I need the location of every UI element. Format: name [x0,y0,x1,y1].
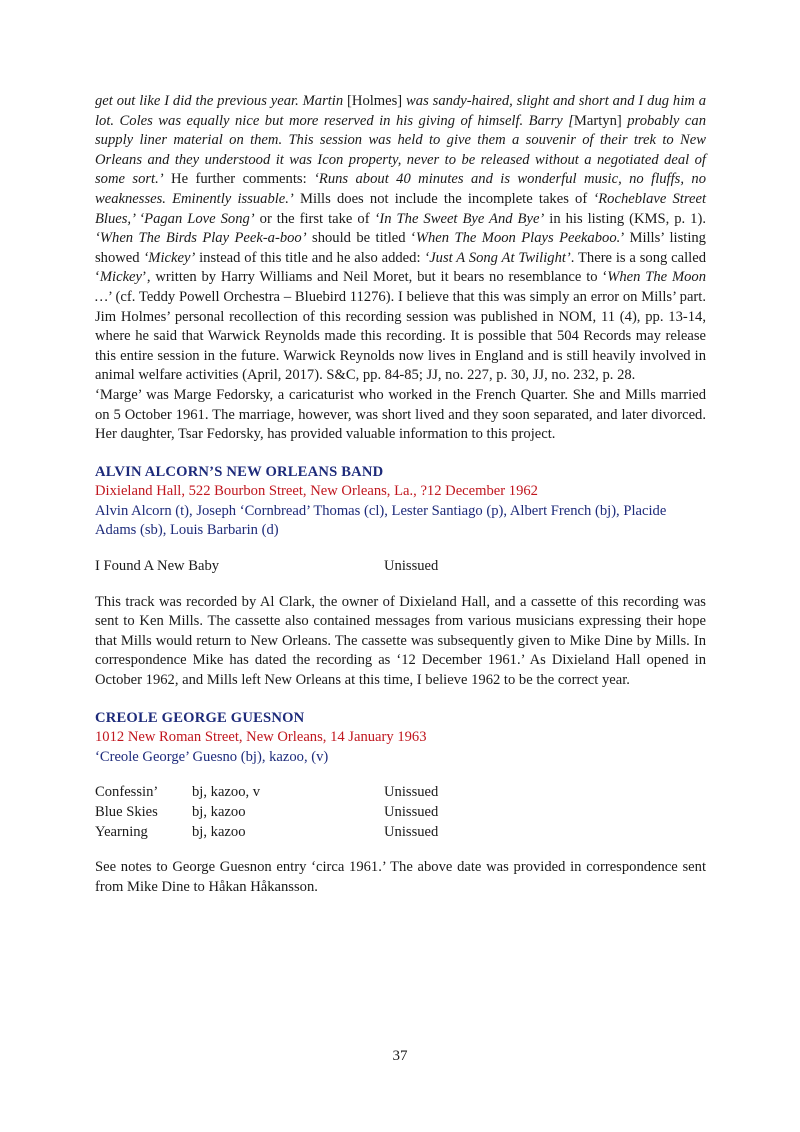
page-number: 37 [392,1048,408,1064]
alcorn-note: This track was recorded by Al Clark, the owner of Dixieland Hall, and a cassette of this recording was sent to Ken Mills. The cassette also contained messages from various musicians expressing their hope that Mills would return to New Orleans. The cassette was subsequently given to Mike Dine by Mills. In correspondence Mike has dated the recording as ‘12 December 1961.’ As Dixieland Hall opened in October 1962, and Mills left New Orleans at this time, I believe 1962 to be the correct year. [95,593,706,689]
bracket-name: Martyn] [573,112,622,129]
track-instruments: bj, kazoo, v [192,784,261,801]
text: He further comments: [163,171,315,188]
text: or the first take of [254,210,375,227]
track-status: Unissued [384,558,439,575]
marge-paragraph: ‘Marge’ was Marge Fedorsky, a caricaturist who worked in the French Quarter. She and Mills married on 5 October 1961. The marriage, however, was short lived and they soon separated, and later divorced. Her daughter, Tsar Fedorsky, has provided valuable information to this project. [95,386,706,443]
track-row [95,823,706,843]
song-title: Mickey [99,269,142,286]
personnel: Alvin Alcorn (t), Joseph ‘Cornbread’ Thomas (cl), Lester Santiago (p), Albert French (bj), Placide Adams (sb), Louis Barbarin (d) [95,502,667,539]
song-title: ‘Rocheblave Street Blues,’ ‘Pagan Love Song’ [95,190,706,227]
guesnon-note: See notes to George Guesnon entry ‘circa 1961.’ The above date was provided in correspondence sent from Mike Dine to Håkan Håkansson. [95,859,706,895]
track-instruments: bj, kazoo [192,823,246,840]
track-title: Confessin’ [95,784,159,801]
song-title: When The Moon Plays Peekaboo. [415,230,621,247]
track-row [95,557,706,577]
text: . There is a song called ‘ [95,249,706,286]
song-title: ‘When The Birds Play Peek-a-boo’ [95,230,307,247]
track-title: I Found A New Baby [95,558,220,575]
text: ’, written by Harry Williams and Neil Moret, but it bears no resemblance to ‘ [142,269,608,286]
quote: probably can supply liner material on them. This session was held to give them a souvenir of their trek to New Orleans and they understood it was Icon property, never to be released without a negotiated deal of some sort.’ [95,112,706,188]
text: instead of this title and he also added: [195,249,425,266]
page-body [95,92,706,897]
personnel: ‘Creole George’ Guesno (bj), kazoo, (v) [95,748,329,765]
section-title-alcorn: ALVIN ALCORN’S NEW ORLEANS BAND [95,463,384,480]
quote: was sandy-haired, slight and short and I dug him a lot. Coles was equally nice but more reserved in his giving of himself. Barry [ [95,93,706,129]
track-status: Unissued [384,823,439,840]
quote: get out like I did the previous year. Martin [95,93,348,109]
text: should be titled ‘ [306,230,416,247]
text: in his listing (KMS, p. 1). [544,210,706,227]
track-instruments: bj, kazoo [192,804,246,820]
track-row [95,783,706,803]
track-title: Yearning [95,823,148,840]
text: ’ (cf. Teddy Powell Orchestra – Bluebird 11276). I believe that this was simply an error on Mills’ part. Jim Holmes’ personal recollection of this recording session was published in NOM, 11 (4), pp. 13-14, where he said that Warwick Reynolds made this recording. It is possible that 504 Records may release this entire session in the future. Warwick Reynolds now lives in England and is still heavily involved in animal welfare activities (April, 2017). S&C, pp. 84-85; JJ, no. 227, p. 30, JJ, no. 232, p. 28. [95,288,706,384]
session-location: 1012 New Roman Street, New Orleans, 14 January 1963 [95,729,427,746]
section-title-guesnon: CREOLE GEORGE GUESNON [95,709,305,726]
text: Mills does not include the incomplete takes of [293,190,594,207]
intro-paragraph [95,92,706,386]
track-row [95,803,706,823]
track-status: Unissued [384,804,439,820]
song-title: ‘Just A Song At Twilight’ [424,249,571,266]
track-title: Blue Skies [95,804,158,820]
track-status: Unissued [384,784,439,801]
song-title: ‘In The Sweet Bye And Bye’ [374,210,545,227]
bracket-name: [Holmes] [347,93,403,109]
session-location: Dixieland Hall, 522 Bourbon Street, New Orleans, La., ?12 December 1962 [95,483,538,500]
song-title: ‘Mickey’ [143,249,196,266]
quote: ‘Runs about 40 minutes and is wonderful music, no fluffs, no weaknesses. Eminently issuable.’ [95,171,706,207]
text: ’ Mills’ listing showed [95,230,706,266]
song-title: When The Moon … [95,269,706,305]
